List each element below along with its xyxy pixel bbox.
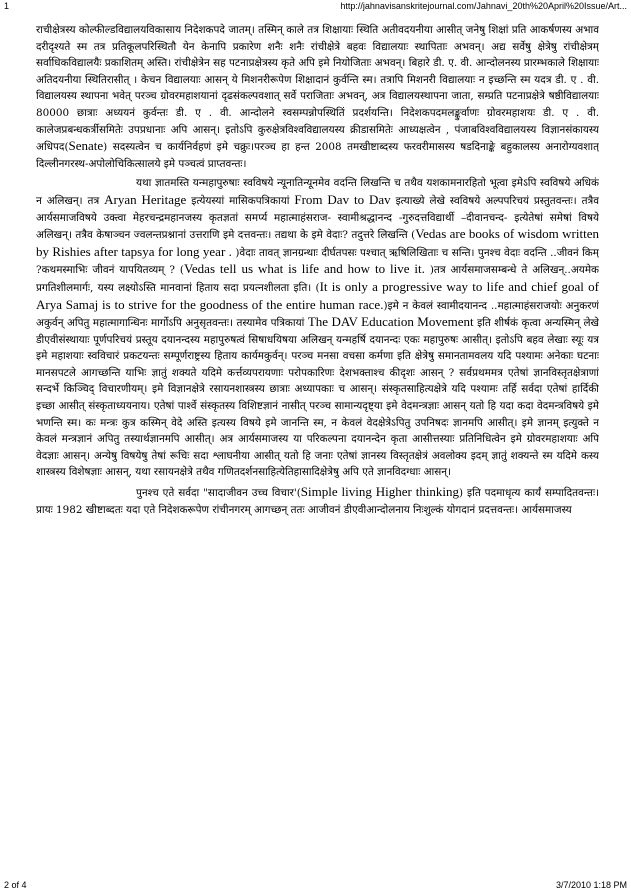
header-page-number: 1	[4, 1, 10, 11]
sanskrit-text: राचीक्षेत्रस्य कोल्फील्डविद्यालयविकासाय निदेशकपदे जातम्। तस्मिन् काले तत्र शिक्षायाः स्थिति अतीवदयनीया आसीत् जनेषु शिक्षां प्रति आकर्षणस्य अभाव दरीदृश्यते स्म तत्र प्रतिकूलपरिस्थितौ येन केनापि प्रकारेण शनैः शनैः रांचीक्षेत्रे बहवः विद्यालयाः स्थापिताः अभवन्। अद्य सर्वेषु क्षेत्रेषु रांचीक्षेत्रम् सर्वाधिकविद्यालयैः प्रकाशितम् अस्ति। रांचीक्षेत्रेन सह पटनाप्रक्षेत्रस्य कृते अपि इमे नियोजिताः अभवन्। बिहारे डी. ए. वी. आन्दोलनस्य प्रारम्भकाले शिक्षायाः अतिदयनीया स्थितिरासीत् । केचन विद्यालयाः आसन् ये मिशनरीरूपेण शिक्षादानं कुर्वन्ति स्म। तत्रापि मिशनरी विद्यालयाः न इच्छन्ति स्म यदत्र डी. ए . वी. विद्यालयस्य स्थापना भवेत् परञ्च ग्रोवरमहाशयानां दृढसंकल्पवशात् सर्वे पराजिताः अभवन्, अत्र विद्यालयस्थापना जाता, सम्प्रति पटनाप्रक्षेत्रे षष्ठीविद्यालयाः 80000 छात्राः अध्ययनं कुर्वन्तः डी. ए . वी. आन्दोलने स्वसम्पन्नोपस्थितिं प्रदर्शयन्ति। निदेशकपदमलङ्कुर्वाणः ग्रोवरमहाशयः डी. ए . वी. कालेजप्रबन्धकर्त्रीसमितेः उपप्रधानाः अपि आसन्। इतोऽपि कुरुक्षेत्रविश्वविद्यालयस्य क्रीडासमितेः आध्यक्षत्वेन , पंजाबविश्वविद्यालयस्य विज्ञानसंकायस्य अधिपद(	[36, 24, 599, 154]
english-quote: Aryan Heritage	[104, 191, 187, 207]
sanskrit-text: ) इति पदमाधृत्य कार्यं सम्पादितवन्तः। प्रायः 1982 खीष्टाब्दतः यदा एते निदेशकरूपेण रांचीनगरम् आगच्छन् ततः आजीवनं डीएवीआन्दोलनाय निःशुल्कं योगदानं प्रदत्तवन्तः। आर्यसमाजस्य	[36, 487, 599, 516]
print-header	[0, 0, 631, 14]
paragraph-2	[36, 175, 599, 481]
sanskrit-text: ) सदस्यत्वेन च कार्यनिर्वहणं इमे चक्रुः।परञ्च हा हन्त 2008 तमखीष्टाब्दस्य फरवरीमासस्य षडदिनाङ्के बहुकालस्य अनारोग्यवशात् दिल्लीनगरस्थ-अपोलोचिकित्सालये इमे पञ्चत्वं प्राप्तवन्तः।	[36, 141, 599, 170]
english-quote: Vedas are books of wisdom written by Rishies after tapsya for long year .	[36, 226, 599, 259]
sanskrit-text: )तत्र आर्यसमाजसम्बन्धे ते अलिखन्..अयमेक प्रगतिशीलमार्गः, यस्य लक्ष्योऽस्ति मानवानां हिताय सदा प्रयत्नशीलता इति। (	[36, 264, 599, 294]
sanskrit-text: )इमे न केवलं स्वामीदयानन्द ..महात्माहंसराजयोः अनुकरणं अकुर्वन् अपितु महात्मागान्धिनः मार्गोऽपि अनुसृतवन्तः। तस्यामेव पत्रिकायां	[36, 299, 599, 330]
sanskrit-text: )वेदाः तावत् ज्ञानग्रन्थाः दीर्घतपसः पश्चात् ऋषिलिखिताः च सन्ति। पुनश्च वेदाः वदन्ति ..जीवनं किम् ?कथमस्माभिः जीवनं यापयितव्यम् ? (	[36, 246, 599, 277]
footer-page-count: 2 of 4	[4, 880, 27, 890]
sanskrit-text: इति शीर्षकं कृत्वा अन्यस्मिन् लेखे डीएवीसंस्थायाः पूर्णपरिचयं प्रस्तूय दयानन्दस्य महापुरुषत्वं सिषाधयिषया अलिखन् यन्महर्षि दयानन्दः एकः महापुरुषः आसीत्। इतोऽपि बहव लेखाः स्यूः यत्र इमे महाशयाः स्वविचारं प्रकटयन्तः सम्पूर्णराष्ट्रस्य हिताय कार्यमकुर्वन्। परञ्च मनसा वचसा कर्मणा इति क्षेत्रेषु समानतामवलय यदि पश्यामः अनेकाः घटनाः मानसपटले आगच्छन्ति याभिः ज्ञातुं शक्यते यदिमे कर्त्तव्यपरायणाः परोपकारिणः देशभक्ताश्च कीदृशः आसन् ? सर्वप्रथममत्र एतेषां ज्ञानविस्तृतक्षेत्राणां सन्दर्भे किञ्चिद् विचारणीयम्। इमे विज्ञानक्षेत्रे रसायनशास्त्रस्य छात्राः अध्यापकाः च आसन्। संस्कृतसाहित्यक्षेत्रे यदि पश्यामः तर्हि सर्वदा एतेषां हार्दिकी इच्छा आसीत् संस्कृताध्ययनाय। एतेषां पार्श्वे संस्कृतस्य विशिष्टज्ञानं नासीत् परञ्च सामान्यदृष्ट्या इमे वेदमन्त्रज्ञाः आसन् यतो हि यदा कदा वेदमन्त्रविषये इमे भणन्ति स्म। कः मन्त्रः कुत्र कस्मिन् वेदे अस्ति इत्यस्य विषये इमे जानन्ति स्म, न केवलं वेदक्षेत्रेऽपितु उपनिषदः ज्ञानमपि आसीत्। इमे ज्ञानम् इत्युक्ते न केवलं मन्त्रज्ञानं अपितु तस्यार्थज्ञानमपि आसीत्। अत्र आर्यसमाजस्य या परिकल्पना दयानन्देन कृता आसीत्तस्याः प्रतिनिधित्वेन इमे ग्रोवरमहाशयाः अपि वेदज्ञाः आसन्। अन्येषु विषयेषु तेषां रूचिः सदा श्लाघनीया आसीत् यतो हि जनाः एतेषां ज्ञानस्य विस्तृतक्षेत्रं अवलोक्य इदम् ज्ञातुं शक्यन्ते स्म यदिमे कस्य शास्त्रस्य विशेषज्ञाः आसन्, यथा रसायनक्षेत्रे तथैव गणितदर्शनसाहित्येतिहासादिक्षेत्रेषु अपि एते ज्ञानविदग्धाः आसन्।	[36, 317, 599, 479]
english-quote: It is only a progressive way to life and chief goal of Arya Samaj is to strive for the goodness of the entire human race.	[36, 278, 599, 312]
english-quote: From Dav to Dav	[294, 191, 391, 207]
english-quote: The DAV Education Movement	[307, 314, 474, 330]
sanskrit-text: यथा ज्ञातमस्ति यन्महापुरुषाः स्वविषये न्यूनातिन्यूनमेव वदन्ति लिखन्ति च तथैव यशकामनारहितो भूत्वा इमेऽपि स्वविषये अधिकं न अलिखन्। तत्र	[36, 177, 599, 207]
print-footer	[0, 878, 631, 892]
footer-datetime: 3/7/2010 1:18 PM	[555, 880, 627, 890]
english-quote: Vedas tell us what is life and how to live it.	[183, 261, 425, 277]
sanskrit-text: इत्येयस्यां मासिकपत्रिकायां	[186, 194, 295, 207]
english-quote: Senate	[68, 138, 104, 154]
sanskrit-text: इत्याख्ये लेखे स्वविषये अल्पपरिचयं प्रस्तुतवन्तः। तत्रैव आर्यसमाजविषये उक्त्वा मेहरचन्द्रमहानजस्य कृतज्ञतां समर्प्य महात्माहंसराज- स्वामीश्रद्धानन्द -गुरुदत्तविद्यार्थी –दीवानचन्द- इत्येतेषां समेषां विषये अलिखन्। तत्रैव केषाञ्चन ज्वलन्तप्रश्नानां उत्तराणि इमे दत्तवन्तः। तद्यथा के इमे वेदाः? तदुत्तरे लिखन्ति (	[36, 194, 599, 242]
sanskrit-text: पुनश्च एते सर्वदा "सादाजीवन उच्च विचार'(	[136, 487, 301, 500]
article-body	[36, 22, 599, 862]
paragraph-3	[36, 484, 599, 518]
paragraph-1	[36, 22, 599, 172]
english-quote: Simple living Higher thinking	[300, 484, 460, 500]
header-url: http://jahnavisanskritejournal.com/Jahnavi_20th%20April%20Issue/Art...	[340, 1, 627, 11]
